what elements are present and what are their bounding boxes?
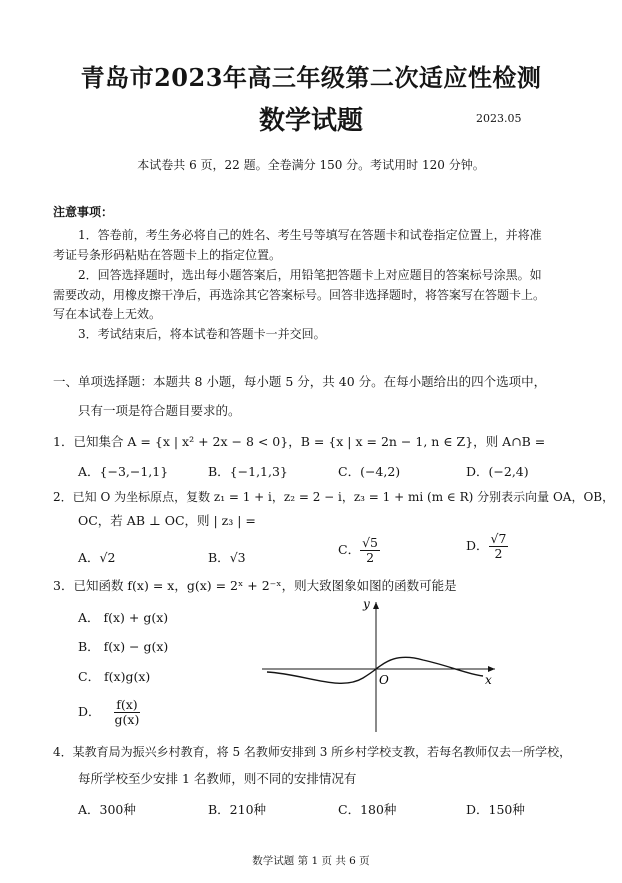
exam-title: 青岛市2023年高三年级第二次适应性检测 [80, 63, 542, 92]
q3-option-d-label: D． [78, 703, 101, 719]
q2-option-a-value: √2 [99, 550, 116, 565]
q3-function-graph [255, 592, 505, 742]
q2-option-c-label: C． [338, 541, 361, 557]
notice-line: 1．答卷前，考生务必将自己的姓名、考生号等填写在答题卡和试卷指定位置上，并将准 [78, 228, 542, 242]
notice-heading: 注意事项： [53, 205, 114, 219]
q1-option-d: D．(−2,4) [466, 464, 529, 479]
notice-line: 3．考试结束后，将本试卷和答题卡一并交回。 [78, 327, 326, 341]
fraction-denominator: 2 [494, 545, 503, 561]
notice-line: 需要改动，用橡皮擦干净后，再选涂其它答案标号。回答非选择题时，将答案写在答题卡上。 [53, 288, 546, 302]
q3-option-b: B． f(x) − g(x) [78, 639, 169, 654]
q4-option-b: B．210种 [208, 802, 267, 817]
q1-option-b: B．{−1,1,3} [208, 464, 288, 479]
notice-line: 考证号条形码粘贴在答题卡上的指定位置。 [53, 248, 282, 262]
q4-stem-line1: 4．某教育局为振兴乡村教育，将 5 名教师安排到 3 所乡村学校支教，若每名教师仅去一所学校， [53, 745, 572, 759]
fraction-numerator: √5 [362, 535, 378, 550]
fraction-numerator: f(x) [116, 697, 138, 712]
q3-option-d-fraction [113, 698, 142, 727]
q3-option-a: A． f(x) + g(x) [78, 610, 169, 625]
section-heading-cont: 只有一项是符合题目要求的。 [78, 403, 241, 418]
function-curve [267, 657, 483, 683]
q2-option-b [208, 548, 246, 566]
y-axis-arrow [373, 602, 379, 609]
q1-stem: 1．已知集合 A = {x | x² + 2x − 8 < 0}，B = {x | x = 2n − 1, n ∈ Z}，则 A∩B = [53, 434, 546, 449]
x-axis-arrow [488, 666, 495, 672]
q2-option-b-value: √3 [229, 550, 246, 565]
page-footer: 数学试题 第 1 页 共 6 页 [252, 855, 370, 867]
q2-option-b-label: B． [208, 550, 230, 565]
section-heading: 一、单项选择题：本题共 8 小题，每小题 5 分，共 40 分。在每小题给出的四个选项中， [53, 374, 547, 389]
q4-option-c: C．180种 [338, 802, 397, 817]
q2-option-c [338, 536, 380, 565]
q1-option-c: C．(−4,2) [338, 464, 401, 479]
q2-option-c-fraction [360, 536, 380, 565]
fraction-denominator: g(x) [114, 711, 140, 727]
notice-line: 2．回答选择题时，选出每小题答案后，用铅笔把答题卡上对应题目的答案标号涂黑。如 [78, 268, 542, 282]
q2-option-d-fraction [489, 532, 509, 561]
q2-option-a-label: A． [78, 550, 100, 565]
origin-label: O [379, 673, 389, 687]
q3-option-d [78, 698, 141, 727]
q3-option-c: C． f(x)g(x) [78, 669, 151, 684]
q2-stem-line2: OC，若 AB ⊥ OC，则 | z₃ | = [78, 513, 256, 528]
q4-option-d: D．150种 [466, 802, 525, 817]
fraction-numerator: √7 [490, 531, 507, 546]
q2-option-a [78, 548, 115, 566]
q4-option-a: A．300种 [78, 802, 136, 817]
q1-option-a: A．{−3,−1,1} [78, 464, 169, 479]
q2-option-d-label: D． [466, 537, 489, 553]
x-axis-label: x [485, 673, 492, 687]
exam-intro: 本试卷共 6 页，22 题。全卷满分 150 分。考试用时 120 分钟。 [137, 158, 485, 172]
q2-stem-line1: 2．已知 O 为坐标原点，复数 z₁ = 1 + i，z₂ = 2 − i，z₃ = 1 + mi (m ∈ R) 分别表示向量 OA，OB， [53, 490, 615, 504]
q3-stem: 3．已知函数 f(x) = x，g(x) = 2ˣ + 2⁻ˣ，则大致图象如图的函数可能是 [53, 578, 457, 593]
fraction-denominator: 2 [366, 549, 375, 565]
q2-option-d [466, 532, 508, 561]
exam-subtitle: 数学试题 [258, 106, 363, 136]
y-axis-label: y [363, 597, 370, 611]
q4-stem-line2: 每所学校至少安排 1 名教师，则不同的安排情况有 [78, 771, 357, 786]
exam-date: 2023.05 [476, 112, 522, 125]
notice-line: 写在本试卷上无效。 [53, 307, 162, 321]
